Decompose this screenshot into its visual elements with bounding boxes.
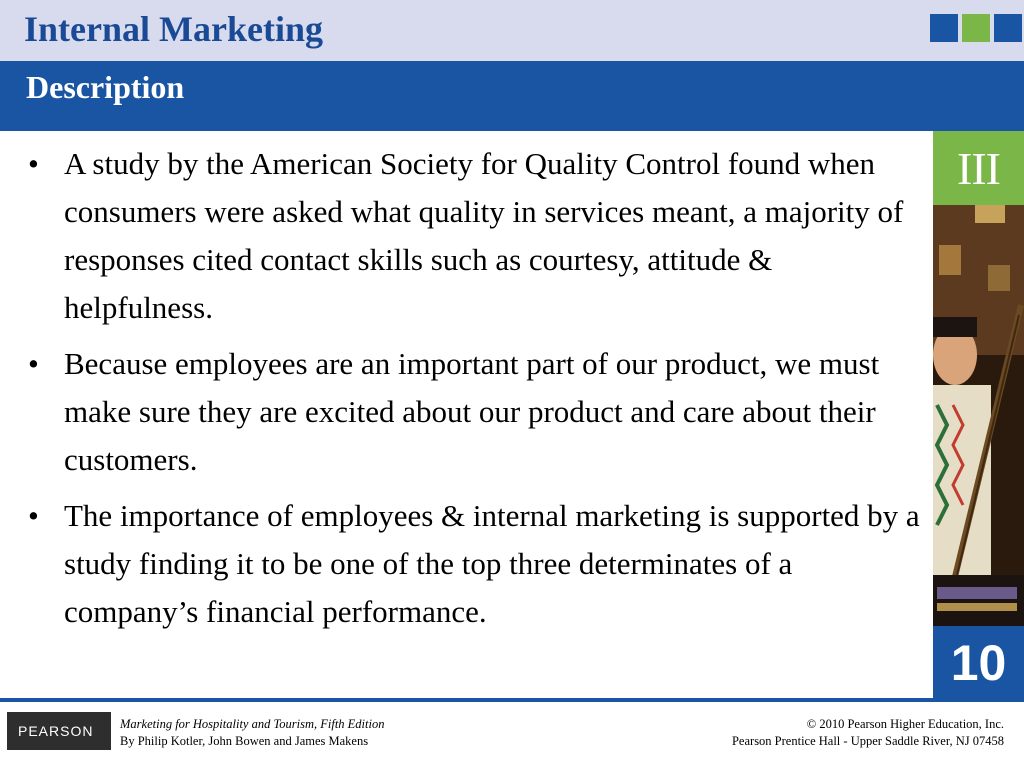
bullet-text: Because employees are an important part of our product, we must make sure they are excited about our product and care about their customers. [64,346,880,477]
bullet-dot-icon: • [28,146,39,181]
square-green [962,14,990,42]
copyright-line-2: Pearson Prentice Hall - Upper Saddle River, NJ 07458 [731,734,1004,748]
bullet-text: A study by the American Society for Quality Control found when consumers were asked what quality in services meant, a majority of responses cited contact skills such as courtesy, attitude & helpfulness. [64,146,904,325]
bullet-dot-icon: • [28,346,39,381]
square-blue-1 [930,14,958,42]
bullet-text: The importance of employees & internal marketing is supported by a study finding it to be one of the top three determinates of a company’s financial performance. [64,498,920,629]
book-info [120,716,384,750]
bullet-item [28,340,924,484]
corner-squares-decoration [930,14,1020,42]
bullet-list-region [28,140,924,644]
bullet-list [28,140,924,636]
square-blue-2 [994,14,1022,42]
subtitle-band [0,61,1024,131]
footer [0,702,1024,768]
part-tile [933,131,1024,205]
server-photo-image [933,205,1024,626]
pearson-logo [7,712,111,750]
bullet-item [28,140,924,332]
copyright-line-1: © 2010 Pearson Higher Education, Inc. [806,717,1004,731]
book-title: Marketing for Hospitality and Tourism, Fifth Edition [120,717,385,731]
copyright [732,716,1004,750]
server-photo [933,205,1024,626]
bullet-dot-icon: • [28,498,39,533]
book-authors: By Philip Kotler, John Bowen and James Makens [120,734,369,748]
chapter-number: 10 [950,634,1007,691]
slide-subtitle: Description [26,69,185,105]
header-top-bar [0,0,1024,61]
chapter-tile [933,626,1024,699]
bullet-item [28,492,924,636]
slide-title: Internal Marketing [24,9,323,49]
side-panel [933,131,1024,699]
pearson-logo-text: PEARSON [18,723,94,739]
part-label: III [957,142,1000,194]
